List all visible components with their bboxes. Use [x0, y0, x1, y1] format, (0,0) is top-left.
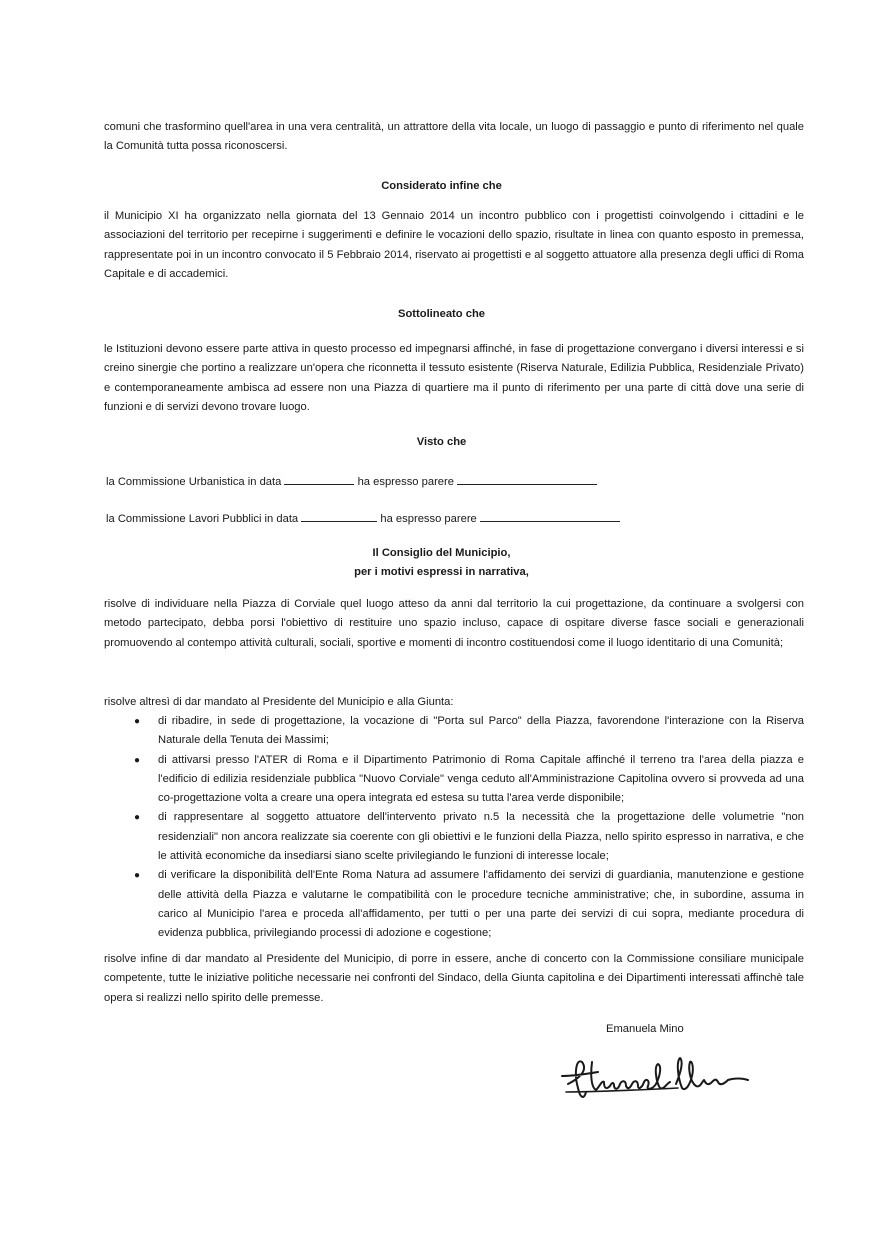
list-item-text: di ribadire, in sede di progettazione, la vocazione di "Porta sul Parco" della Piazza, favorendone l'interazione con la Riserva Naturale della Tenuta dei Massimi; [158, 715, 804, 747]
list-item [104, 866, 804, 943]
parere-blank-field [480, 509, 620, 522]
intro-paragraph: comuni che trasformino quell'area in una vera centralità, un attrattore della vita locale, un luogo di passaggio e punto di riferimento nel quale la Comunità tutta possa riconoscersi. [104, 121, 804, 153]
bullet-icon: ● [134, 754, 141, 766]
resolve-infine-paragraph: risolve infine di dar mandato al Presidente del Municipio, di porre in essere, anche di concerto con la Commissione consiliare municipale competente, tutte le iniziative politiche necessarie nei confronti del Sindaco, della Giunta capitolina e dei Dipartimenti interessati affinchè tale opera si realizzi nello spirito delle premesse. [104, 953, 804, 1004]
handwritten-signature-icon [558, 1048, 754, 1110]
heading-visto: Visto che [416, 436, 467, 448]
commission-line-lavori-pubblici [106, 509, 620, 529]
commission-urbanistica-label: la Commissione Urbanistica in data [106, 476, 282, 488]
bullet-icon: ● [134, 870, 141, 882]
bullet-icon: ● [134, 812, 141, 824]
heading-sottolineato: Sottolineato che [397, 308, 486, 320]
signatory-name: Emanuela Mino [606, 1023, 684, 1035]
resolve-individuare-paragraph: risolve di individuare nella Piazza di Corviale quel luogo atteso da anni dal territorio la cui progettazione, da continuare a svolgersi con metodo partecipato, debba porsi l'obiettivo di restituire uno spazio incluso, capace di ospitare diverse fasce sociali e generazionali promuovendo al contempo attività culturali, sociali, sportive e momenti di incontro costituendosi come il luogo identitario di una Comunità; [104, 598, 804, 649]
commission-line-urbanistica [106, 472, 597, 492]
list-item [104, 712, 804, 751]
paragraph-considerato: il Municipio XI ha organizzato nella giornata del 13 Gennaio 2014 un incontro pubblico con i progettisti coinvolgendo i cittadini e le associazioni del territorio per recepirne i suggerimenti e definire le vocazioni dello spazio, risultate in linea con quanto esposto in premessa, rappresentate poi in un incontro convocato il 5 Febbraio 2014, riservato ai progettisti e al soggetto attuatore alla presenza degli uffici di Roma Capitale e di accademici. [104, 210, 804, 280]
date-blank-field [284, 472, 354, 485]
parere-blank-field [457, 472, 597, 485]
parere-label: ha espresso parere [357, 476, 454, 488]
parere-label: ha espresso parere [380, 513, 477, 525]
resolve-mandato-intro: risolve altresì di dar mandato al Presidente del Municipio e alla Giunta: [104, 696, 454, 708]
date-blank-field [301, 509, 377, 522]
list-item-text: di rappresentare al soggetto attuatore dell'intervento privato n.5 la necessità che la progettazione delle volumetrie "non residenziali" non ancora realizzate sia coerente con gli obiettivi e le funzioni della Piazza, nello spirito espresso in narrativa, e che le attività economiche da insediarsi siano scelte privilegiando le funzioni di interesse locale; [158, 811, 804, 863]
commission-lavori-label: la Commissione Lavori Pubblici in data [106, 513, 299, 525]
list-item [104, 751, 804, 809]
heading-motivi: per i motivi espressi in narrativa, [354, 566, 529, 578]
bullet-icon: ● [134, 716, 141, 727]
list-item-text: di verificare la disponibilità dell'Ente Roma Natura ad assumere l'affidamento dei servizi di guardiania, manutenzione e gestione delle attività della Piazza e valutarne le compatibilità con le procedure tecniche amministrative; che, in subordine, assuma in carico al Municipio l'area e proceda all'affidamento, per tutti o per una parte dei servizi di cui sopra, mediante procedura di evidenza pubblica, privilegiando processi di adozione e cogestione; [158, 869, 804, 940]
paragraph-sottolineato: le Istituzioni devono essere parte attiva in questo processo ed impegnarsi affinché, in fase di progettazione convergano i diversi interessi e si creino sinergie che portino a realizzare un'opera che riconnetta il tessuto esistente (Riserva Naturale, Edilizia Pubblica, Residenziale Privato) e contemporaneamente ambisca ad essere non una Piazza di quartiere ma il punto di riferimento per una parte di città dove una serie di funzioni e di servizi devono trovare luogo. [104, 343, 804, 413]
mandate-list [104, 712, 804, 944]
heading-considerato: Considerato infine che [381, 180, 502, 192]
heading-consiglio: Il Consiglio del Municipio, [372, 547, 511, 559]
list-item-text: di attivarsi presso l'ATER di Roma e il Dipartimento Patrimonio di Roma Capitale affinché il terreno tra l'area della piazza e l'edificio di edilizia residenziale pubblica "Nuovo Corviale" venga ceduto all'Amministrazione Capitolina ovvero si provveda ad una co-progettazione volta a creare una opera integrata ed estesa su tutta l'area verde disponibile; [158, 753, 804, 805]
list-item [104, 808, 804, 866]
